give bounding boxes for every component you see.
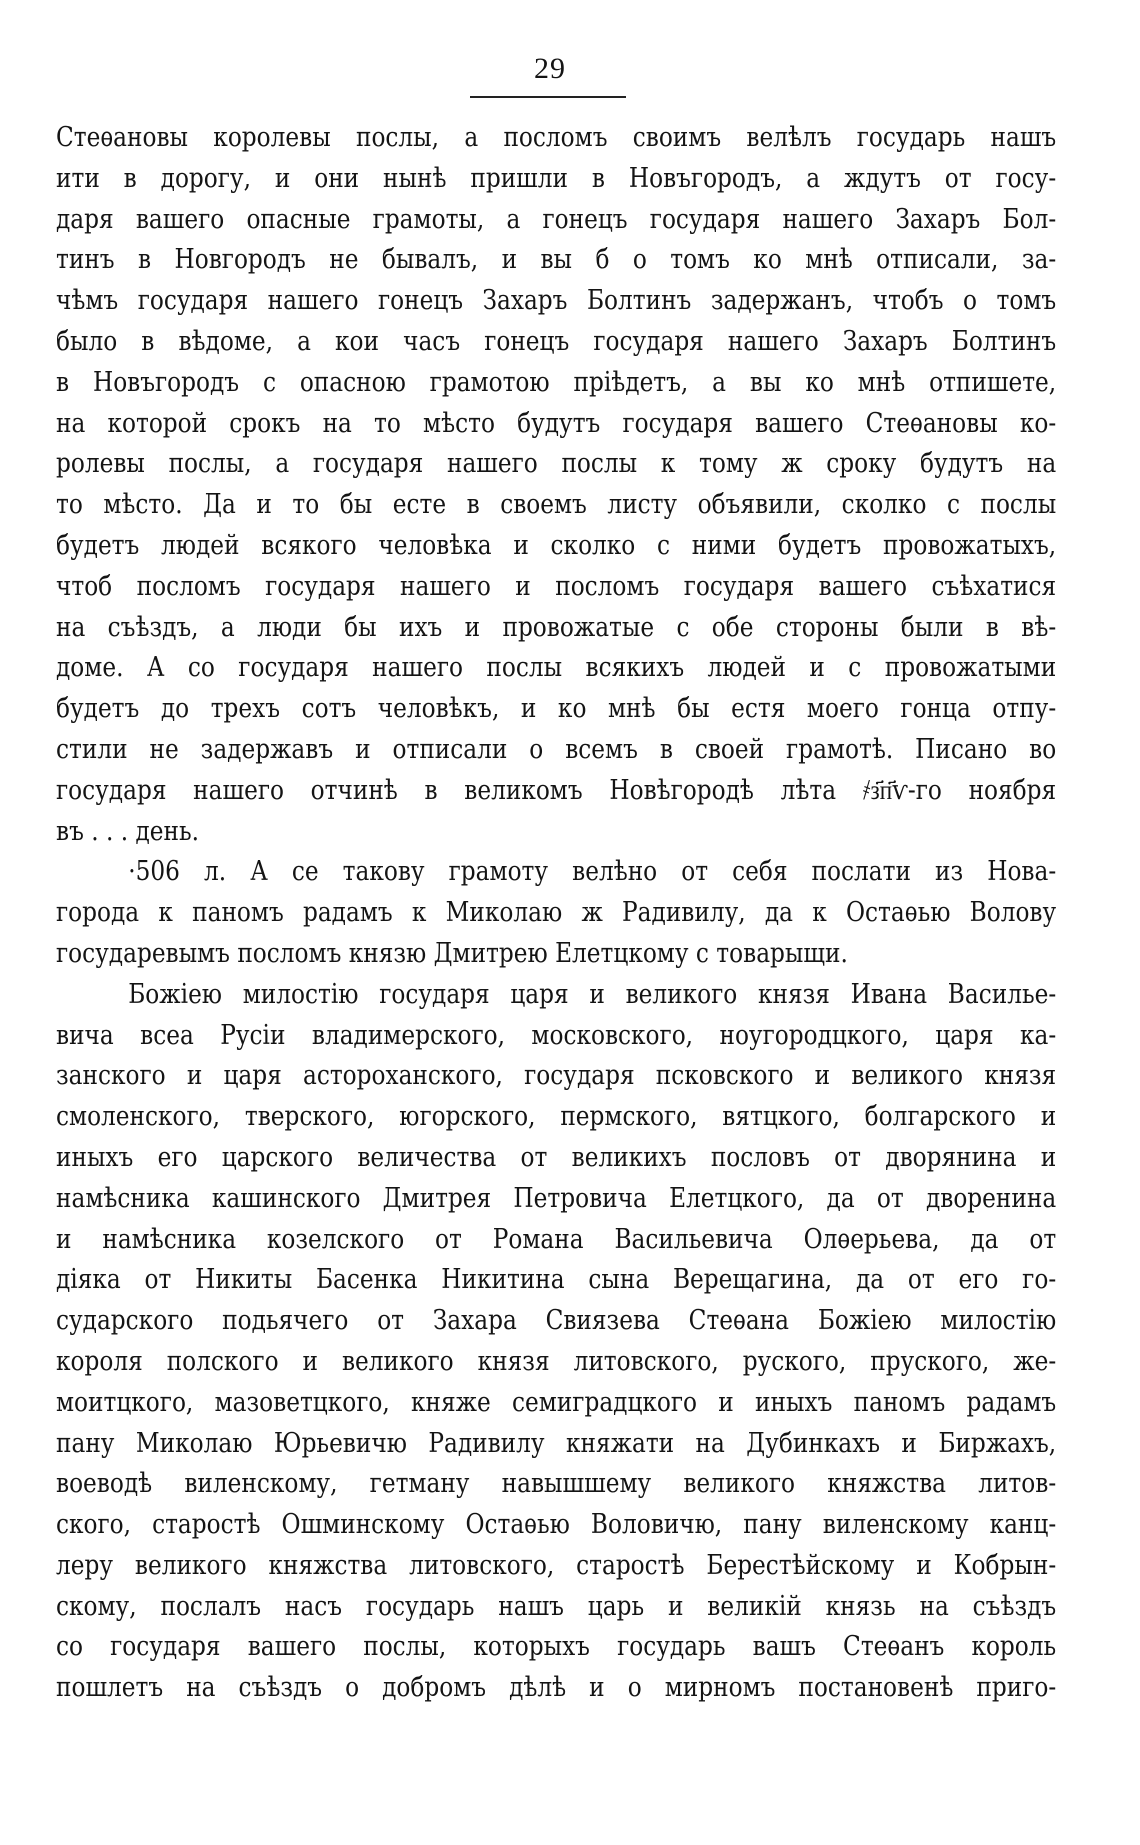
text-line: было в вѣдоме, а кои часъ гонецъ государя нашего Захаръ Болтинъ — [56, 325, 1057, 357]
text-line: на которой срокъ на то мѣсто будутъ государя вашего Стеѳановы ко- — [56, 407, 1057, 439]
text-line: чтоб посломъ государя нашего и посломъ государя вашего съѣхатися — [56, 570, 1057, 602]
text-line: пану Миколаю Юрьевичю Радивилу княжати на Дубинкахъ и Биржахъ, — [56, 1427, 1057, 1459]
text-line: города к паномъ радамъ к Миколаю ж Радивилу, да к Остаѳью Волову — [56, 897, 1057, 929]
text-line: со государя вашего послы, которыхъ государь вашъ Стеѳанъ король — [56, 1631, 1057, 1663]
text-line: ролевы послы, а государя нашего послы к тому ж сроку будутъ на — [56, 448, 1057, 480]
page-number-rule — [470, 96, 626, 98]
text-line: и намѣсника козелского от Романа Васильевича Олѳерьева, да от — [56, 1223, 1057, 1255]
text-line: ского, старостѣ Ошминскому Остаѳью Воловичю, пану виленскому канц- — [56, 1509, 1057, 1541]
text-line: скому, послалъ насъ государь нашъ царь и великій князь на съѣздъ — [56, 1590, 1057, 1622]
text-line: намѣсника кашинского Дмитрея Петровича Елетцкого, да от дворенина — [56, 1182, 1057, 1214]
text-line: моитцкого, мазоветцкого, княже семиградцкого и иныхъ паномъ радамъ — [56, 1386, 1057, 1418]
text-line: даря вашего опасные грамоты, а гонецъ государя нашего Захаръ Бол- — [56, 203, 1057, 235]
text-line: вича всеа Русіи владимерского, московского, ноугородцкого, царя ка- — [56, 1019, 1057, 1051]
text-line: чѣмъ государя нашего гонецъ Захаръ Болтинъ задержанъ, чтобъ о томъ — [56, 285, 1057, 317]
text-line: смоленского, тверского, югорского, пермского, вятцкого, болгарского и — [56, 1101, 1057, 1133]
text-line: будетъ людей всякого человѣка и сколко с ними будетъ провожатыхъ, — [56, 529, 1057, 561]
text-line: иныхъ его царского величества от великихъ пословъ от дворянина и — [56, 1141, 1057, 1173]
text-line: занского и царя астороханского, государя псковского и великого князя — [56, 1060, 1057, 1092]
page-number: 29 — [534, 52, 566, 85]
text-line: то мѣсто. Да и то бы есте в своемъ листу объявили, сколко с послы — [56, 489, 1057, 521]
body-text — [56, 118, 1056, 1709]
text-line: государя нашего отчинѣ в великомъ Новѣгородѣ лѣта ҂з҃п҃ѵ-го ноября — [56, 774, 1057, 806]
text-line: в Новъгородъ с опасною грамотою пріѣдетъ, а вы ко мнѣ отпишете, — [56, 366, 1057, 398]
text-line: доме. А со государя нашего послы всякихъ людей и с провожатыми — [56, 652, 1057, 684]
text-line: воеводѣ виленскому, гетману навышшему великого княжства литов- — [56, 1468, 1057, 1500]
text-line: діяка от Никиты Басенка Никитина сына Верещагина, да от его го- — [56, 1264, 1057, 1296]
text-line: сударского подьячего от Захара Свиязева Стеѳана Божіею милостію — [56, 1305, 1057, 1337]
text-line: тинъ в Новгородъ не бывалъ, и вы б о томъ ко мнѣ отписали, за- — [56, 244, 1057, 276]
text-line: будетъ до трехъ сотъ человѣкъ, и ко мнѣ бы естя моего гонца отпу- — [56, 693, 1057, 725]
text-line: Стеѳановы королевы послы, а посломъ своимъ велѣлъ государь нашъ — [56, 122, 1057, 153]
text-line: на съѣздъ, а люди бы ихъ и провожатые с обе стороны были в вѣ- — [56, 611, 1057, 643]
text-line-paragraph-end: въ . . . день. — [56, 815, 200, 847]
text-line-paragraph-end: государевымъ посломъ князю Дмитрею Елетцкому с товарыщи. — [56, 937, 848, 969]
text-line: стили не задержавъ и отписали о всемъ в своей грамотѣ. Писано во — [56, 733, 1057, 765]
text-line: пошлетъ на съѣздъ о добромъ дѣлѣ и о мирномъ постановенѣ приго- — [56, 1672, 1057, 1704]
text-line-paragraph-start: ·506 л. А се такову грамоту велѣно от себя послати из Нова- — [128, 856, 1057, 888]
text-line: леру великого княжства литовского, старостѣ Берестѣйскому и Кобрын- — [56, 1549, 1057, 1581]
text-line: короля полского и великого князя литовского, руского, пруского, же- — [56, 1345, 1057, 1377]
text-line-paragraph-start: Божіею милостію государя царя и великого князя Ивана Василье- — [128, 978, 1057, 1010]
text-line: ити в дорогу, и они нынѣ пришли в Новъгородъ, а ждутъ от госу- — [56, 162, 1057, 194]
